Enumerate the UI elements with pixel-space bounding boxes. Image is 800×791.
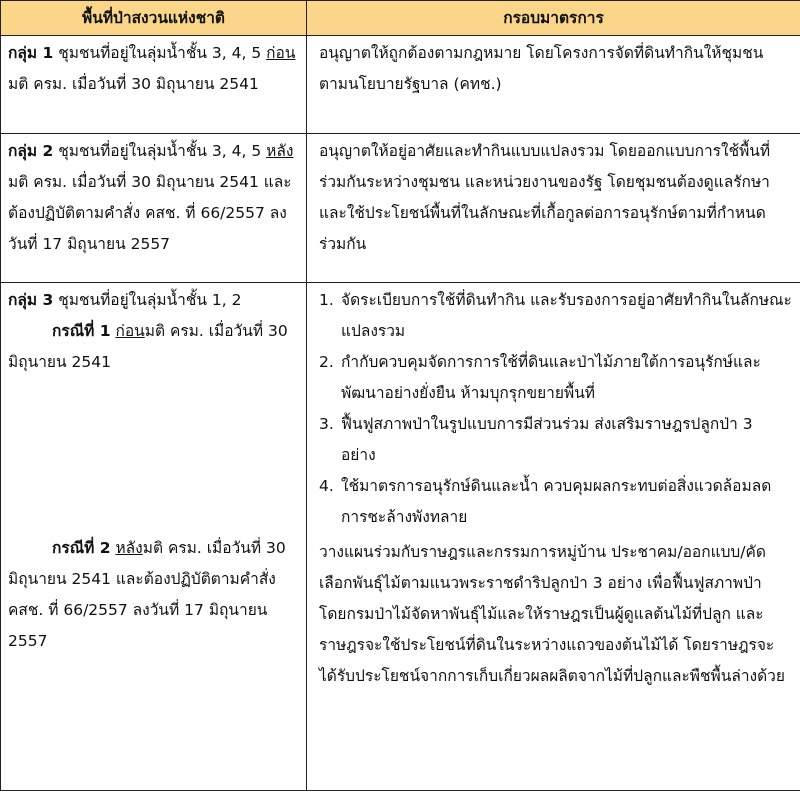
case1-desc	[8, 316, 300, 378]
case2-measure: วางแผนร่วมกับราษฎรและกรรมการหมู่บ้าน ประชาคม/ออกแบบ/คัดเลือกพันธุ์ไม้ตามแนวพระราชดำริปลูกป่า 3 อย่าง เพื่อฟื้นฟูสภาพป่า โดยกรมป่าไม้จัดหาพันธุ์ไม้และให้ราษฎรเป็นผู้ดูแลต้นไม้ที่ปลูก และราษฎรจะใช้ประโยชน์ที่ดินในระหว่างแถวของต้นไม้ได้ โดยราษฎรจะได้รับประโยชน์จากการเก็บเกี่ยวผลผลิตจากไม้ที่ปลูกและพืชพื้นล่างด้วย	[319, 543, 785, 685]
list-number: 3.	[319, 415, 334, 433]
group3-title: กลุ่ม 3	[8, 291, 54, 309]
group1-title: กลุ่ม 1	[8, 44, 54, 62]
case1-label: กรณีที่ 1	[52, 322, 111, 340]
group2-timing: หลัง	[266, 142, 294, 160]
list-text: ใช้มาตรการอนุรักษ์ดินและน้ำ ควบคุมผลกระทบต่อสิ่งแวดล้อมลดการชะล้างพังทลาย	[341, 477, 772, 526]
group1-area-cell	[1, 36, 307, 134]
case1-timing: ก่อน	[115, 322, 145, 340]
group1-measure-cell	[307, 36, 800, 134]
case2-text: มติ ครม. เมื่อวันที่ 30 มิถุนายน 2541 และต้องปฏิบัติตามคำสั่ง คสช. ที่ 66/2557 ลงวันที่ 17 มิถุนายน 2557	[8, 539, 286, 650]
case1-spacer	[8, 378, 300, 533]
group3-heading	[8, 285, 300, 316]
table-row	[1, 134, 800, 283]
header-forest-area: พื้นที่ป่าสงวนแห่งชาติ	[1, 1, 307, 36]
group2-desc-a: ชุมชนที่อยู่ในลุ่มน้ำชั้น 3, 4, 5	[53, 142, 267, 160]
list-text: ฟื้นฟูสภาพป่าในรูปแบบการมีส่วนร่วม ส่งเสริมราษฎรปลูกป่า 3 อย่าง	[341, 415, 753, 464]
group2-area-cell	[1, 134, 307, 283]
group1-desc-a: ชุมชนที่อยู่ในลุ่มน้ำชั้น 3, 4, 5	[53, 44, 267, 62]
list-number: 4.	[319, 477, 334, 495]
case2-timing: หลัง	[115, 539, 143, 557]
group1-timing: ก่อน	[266, 44, 296, 62]
group2-title: กลุ่ม 2	[8, 142, 54, 160]
case2-desc	[8, 533, 300, 657]
group1-measure: อนุญาตให้ถูกต้องตามกฎหมาย โดยโครงการจัดที่ดินทำกินให้ชุมชนตามนโยบายรัฐบาล (คทช.)	[319, 44, 764, 93]
group3-measure-cell	[307, 283, 800, 791]
case1-measure-list	[319, 285, 792, 533]
list-text: จัดระเบียบการใช้ที่ดินทำกิน และรับรองการอยู่อาศัยทำกินในลักษณะแปลงรวม	[341, 291, 792, 340]
group2-measure-cell	[307, 134, 800, 283]
list-item	[319, 347, 792, 409]
group3-desc: ชุมชนที่อยู่ในลุ่มน้ำชั้น 1, 2	[53, 291, 242, 309]
list-number: 2.	[319, 353, 334, 371]
case1-text: มติ ครม. เมื่อวันที่ 30 มิถุนายน 2541	[8, 322, 288, 371]
list-item	[319, 285, 792, 347]
table-row	[1, 283, 800, 791]
group2-measure: อนุญาตให้อยู่อาศัยและทำกินแบบแปลงรวม โดยออกแบบการใช้พื้นที่ร่วมกันระหว่างชุมชน และหน่วยงานของรัฐ โดยชุมชนต้องดูแลรักษาและใช้ประโยชน์พื้นที่ในลักษณะที่เกื้อกูลต่อการอนุรักษ์ตามที่กำหนดร่วมกัน	[319, 142, 771, 253]
list-text: กำกับควบคุมจัดการการใช้ที่ดินและป่าไม้ภายใต้การอนุรักษ์และพัฒนาอย่างยั่งยืน ห้ามบุกรุกขยายพื้นที่	[341, 353, 761, 402]
table-header-row	[1, 1, 800, 36]
table-row	[1, 36, 800, 134]
group3-area-cell	[1, 283, 307, 791]
group1-desc-b: มติ ครม. เมื่อวันที่ 30 มิถุนายน 2541	[8, 75, 259, 93]
header-measures: กรอบมาตรการ	[307, 1, 800, 36]
list-item	[319, 471, 792, 533]
group2-desc-b: มติ ครม. เมื่อวันที่ 30 มิถุนายน 2541 และต้องปฏิบัติตามคำสั่ง คสช. ที่ 66/2557 ลงวันที่ 17 มิถุนายน 2557	[8, 173, 292, 253]
case2-label: กรณีที่ 2	[52, 539, 111, 557]
list-item	[319, 409, 792, 471]
list-number: 1.	[319, 291, 334, 309]
